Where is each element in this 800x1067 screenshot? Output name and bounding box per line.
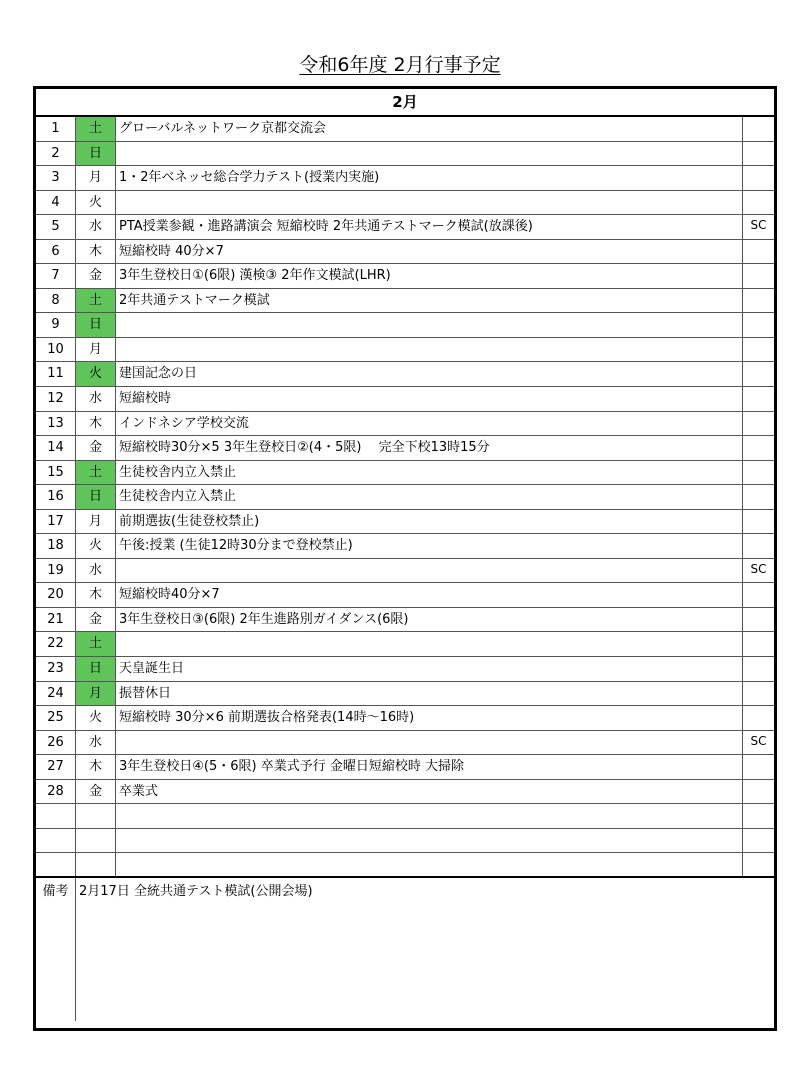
table-row: [36, 117, 774, 142]
day-cell: 11: [36, 362, 76, 386]
event-cell: 短縮校時30分×5 3年生登校日②(4・5限) 完全下校13時15分: [116, 436, 743, 460]
weekday-cell: 水: [76, 559, 116, 583]
note-cell: [743, 829, 774, 853]
weekday-cell: 金: [76, 436, 116, 460]
note-cell: [743, 240, 774, 264]
table-row: [36, 412, 774, 437]
day-cell: 26: [36, 731, 76, 755]
remarks-label: 備考: [36, 878, 76, 1021]
weekday-cell: 月: [76, 510, 116, 534]
day-cell: 7: [36, 264, 76, 288]
note-cell: [743, 632, 774, 656]
day-cell: 16: [36, 485, 76, 509]
event-cell: 振替休日: [116, 682, 743, 706]
day-cell: 22: [36, 632, 76, 656]
day-cell: 1: [36, 117, 76, 141]
table-row: [36, 608, 774, 633]
day-cell: 5: [36, 215, 76, 239]
weekday-cell: 火: [76, 534, 116, 558]
weekday-cell: 月: [76, 166, 116, 190]
note-cell: SC: [750, 733, 767, 748]
event-cell: 3年生登校日④(5・6限) 卒業式予行 金曜日短縮校時 大掃除: [116, 755, 743, 779]
day-cell: 9: [36, 313, 76, 337]
note-cell: [743, 436, 774, 460]
table-row: [36, 485, 774, 510]
note-cell: [743, 608, 774, 632]
day-cell: 4: [36, 191, 76, 215]
event-cell: グローバルネットワーク京都交流会: [116, 117, 743, 141]
note-cell: [743, 412, 774, 436]
weekday-cell: 日: [76, 142, 116, 166]
event-cell: 天皇誕生日: [116, 657, 743, 681]
table-row: [36, 657, 774, 682]
event-cell: [116, 829, 743, 853]
weekday-cell: 土: [76, 461, 116, 485]
event-cell: インドネシア学校交流: [116, 412, 743, 436]
weekday-cell: 日: [76, 657, 116, 681]
table-row: [36, 362, 774, 387]
event-cell: 短縮校時 40分×7: [116, 240, 743, 264]
weekday-cell: [76, 804, 116, 828]
day-cell: 27: [36, 755, 76, 779]
note-cell: [743, 387, 774, 411]
note-cell: [743, 706, 774, 730]
note-cell: [743, 804, 774, 828]
weekday-cell: 日: [76, 313, 116, 337]
event-cell: 短縮校時40分×7: [116, 583, 743, 607]
table-row: [36, 632, 774, 657]
day-cell: 6: [36, 240, 76, 264]
event-cell: PTA授業参観・進路講演会 短縮校時 2年共通テストマーク模試(放課後): [116, 215, 743, 239]
day-cell: 23: [36, 657, 76, 681]
event-cell: 3年生登校日①(6限) 漢検③ 2年作文模試(LHR): [116, 264, 743, 288]
page-title-text: 令和6年度 2月行事予定: [299, 54, 501, 76]
note-cell: [743, 191, 774, 215]
day-cell: [36, 853, 76, 876]
day-cell: [36, 829, 76, 853]
note-cell: [743, 166, 774, 190]
table-row: [36, 682, 774, 707]
event-cell: [116, 313, 743, 337]
weekday-cell: 木: [76, 412, 116, 436]
day-cell: 2: [36, 142, 76, 166]
note-cell: [743, 338, 774, 362]
weekday-cell: 月: [76, 338, 116, 362]
table-row: [36, 142, 774, 167]
table-row: [36, 215, 774, 240]
weekday-cell: 木: [76, 240, 116, 264]
day-cell: 8: [36, 289, 76, 313]
day-cell: 10: [36, 338, 76, 362]
table-row: [36, 583, 774, 608]
note-cell: [743, 682, 774, 706]
weekday-cell: 月: [76, 682, 116, 706]
table-row: [36, 510, 774, 535]
event-cell: 短縮校時 30分×6 前期選抜合格発表(14時～16時): [116, 706, 743, 730]
note-cell: SC: [750, 218, 767, 233]
weekday-cell: [76, 829, 116, 853]
table-row: [36, 436, 774, 461]
day-cell: 14: [36, 436, 76, 460]
remarks-text: 2月17日 全統共通テスト模試(公開会場): [79, 883, 313, 899]
weekday-cell: 金: [76, 780, 116, 804]
day-cell: 18: [36, 534, 76, 558]
note-cell: [743, 755, 774, 779]
event-cell: [116, 338, 743, 362]
event-cell: [116, 804, 743, 828]
day-cell: 21: [36, 608, 76, 632]
event-cell: 生徒校舎内立入禁止: [116, 461, 743, 485]
table-row: [36, 313, 774, 338]
day-cell: 3: [36, 166, 76, 190]
note-cell: [743, 485, 774, 509]
table-row: [36, 780, 774, 805]
weekday-cell: 土: [76, 117, 116, 141]
day-cell: 28: [36, 780, 76, 804]
day-cell: 13: [36, 412, 76, 436]
event-cell: [116, 731, 743, 755]
table-row: [36, 559, 774, 584]
table-row: [36, 804, 774, 829]
note-cell: [743, 780, 774, 804]
page-title: [0, 50, 800, 77]
event-cell: 生徒校舎内立入禁止: [116, 485, 743, 509]
day-cell: 25: [36, 706, 76, 730]
note-cell: [743, 583, 774, 607]
weekday-cell: 木: [76, 755, 116, 779]
schedule-table: [33, 86, 777, 1031]
note-cell: [743, 289, 774, 313]
note-cell: [743, 534, 774, 558]
event-cell: [116, 632, 743, 656]
table-row: [36, 731, 774, 756]
remarks-section: [36, 878, 774, 1021]
event-cell: 2年共通テストマーク模試: [116, 289, 743, 313]
weekday-cell: 金: [76, 608, 116, 632]
table-row: [36, 461, 774, 486]
weekday-cell: 火: [76, 191, 116, 215]
day-cell: [36, 804, 76, 828]
weekday-cell: 水: [76, 731, 116, 755]
weekday-cell: 木: [76, 583, 116, 607]
weekday-cell: 金: [76, 264, 116, 288]
event-cell: [116, 142, 743, 166]
weekday-cell: 水: [76, 387, 116, 411]
event-cell: 前期選抜(生徒登校禁止): [116, 510, 743, 534]
event-cell: [116, 191, 743, 215]
weekday-cell: 土: [76, 289, 116, 313]
weekday-cell: 火: [76, 362, 116, 386]
table-row: [36, 338, 774, 363]
event-cell: 建国記念の日: [116, 362, 743, 386]
table-row: [36, 853, 774, 878]
note-cell: [743, 853, 774, 876]
table-row: [36, 191, 774, 216]
event-cell: 卒業式: [116, 780, 743, 804]
event-cell: 短縮校時: [116, 387, 743, 411]
note-cell: [743, 657, 774, 681]
event-cell: [116, 853, 743, 876]
day-cell: 12: [36, 387, 76, 411]
weekday-cell: 火: [76, 706, 116, 730]
note-cell: [743, 313, 774, 337]
event-cell: 午後:授業 (生徒12時30分まで登校禁止): [116, 534, 743, 558]
day-cell: 19: [36, 559, 76, 583]
table-row: [36, 706, 774, 731]
note-cell: [743, 461, 774, 485]
month-header: 2月: [36, 89, 774, 117]
event-cell: 1・2年ベネッセ総合学力テスト(授業内実施): [116, 166, 743, 190]
table-row: [36, 289, 774, 314]
weekday-cell: [76, 853, 116, 876]
day-cell: 17: [36, 510, 76, 534]
note-cell: [743, 264, 774, 288]
day-cell: 20: [36, 583, 76, 607]
table-row: [36, 166, 774, 191]
event-cell: [116, 559, 743, 583]
day-cell: 24: [36, 682, 76, 706]
weekday-cell: 水: [76, 215, 116, 239]
table-row: [36, 240, 774, 265]
weekday-cell: 土: [76, 632, 116, 656]
day-cell: 15: [36, 461, 76, 485]
event-cell: 3年生登校日③(6限) 2年生進路別ガイダンス(6限): [116, 608, 743, 632]
table-row: [36, 264, 774, 289]
schedule-rows: [36, 117, 774, 878]
table-row: [36, 534, 774, 559]
note-cell: [743, 117, 774, 141]
weekday-cell: 日: [76, 485, 116, 509]
table-row: [36, 387, 774, 412]
note-cell: [743, 142, 774, 166]
table-row: [36, 755, 774, 780]
note-cell: SC: [750, 561, 767, 576]
table-row: [36, 829, 774, 854]
note-cell: [743, 362, 774, 386]
note-cell: [743, 510, 774, 534]
